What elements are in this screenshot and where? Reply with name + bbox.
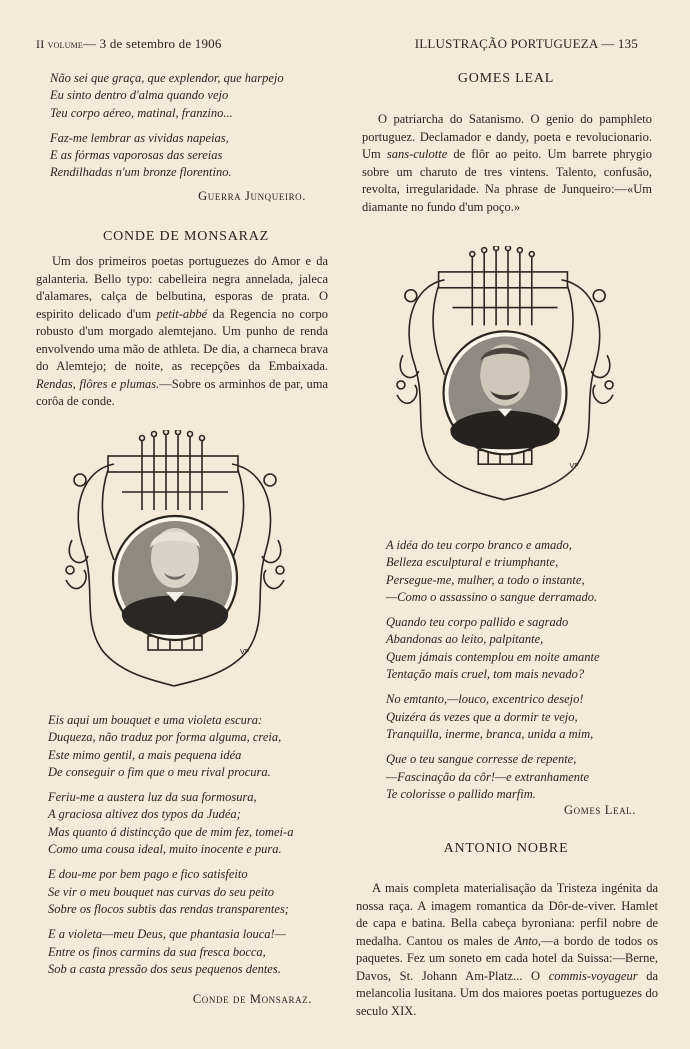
- bio-text: ,—a bordo de todos os paquetes. Fez um soneto em cada hotel da Suissa:—Berne, Davos, St. Johann Am-Platz... O: [356, 933, 658, 983]
- poem-line: Sob a casta pressão dos seus pequenos dentes.: [48, 961, 281, 976]
- gomes-leal-bio: [362, 111, 652, 216]
- poem-line: Quando teu corpo pallido e sagrado: [386, 615, 569, 630]
- bio-text-italic: Anto: [514, 933, 538, 948]
- lyre-ornament: [393, 246, 619, 502]
- junqueiro-signature: Guerra Junqueiro.: [198, 189, 306, 203]
- portrait-photo: [444, 331, 567, 454]
- svg-text:VP: VP: [240, 648, 250, 656]
- portrait-photo: [113, 516, 237, 640]
- poem-line: Persegue-me, mulher, a todo o instante,: [386, 572, 585, 587]
- poem-line: Mas quanto á distincção que de mim fez, tomei-a: [48, 824, 294, 839]
- poem-stanza: [48, 789, 338, 858]
- poem-line: Este mimo gentil, a mais pequena idéa: [48, 747, 242, 762]
- bio-text: Um dos primeiros poetas portuguezes do Amor e da galanteria. Bello typo: cabelleira negra annelada, jaleca d'alamares, calça de belbutina, esporas de prata. O espirito delicado d'um: [36, 254, 328, 321]
- bio-text-italic: Rendas, flôres e plumas.: [36, 376, 160, 391]
- monsaraz-portrait-frame: [62, 430, 290, 688]
- antonio-nobre-title: ANTONIO NOBRE: [443, 841, 569, 856]
- poem-line: Como uma cousa ideal, muito inocente e pura.: [48, 842, 282, 857]
- page-header-right: [415, 36, 638, 52]
- monsaraz-bio: [36, 253, 328, 411]
- poem-line: Belleza esculptural e triumphante,: [386, 555, 559, 570]
- poem-line: Eis aqui um bouquet e uma violeta escura:: [48, 713, 263, 727]
- bio-text: da Regencia no corpo robusto d'um morgado alemtejano. Um punho de renda envolvendo uma mão de athleta. De dia, a charneca brava do Alemtejo; de noite, as recepções da Embaixada.: [36, 306, 328, 373]
- poem-line: Abandonas ao leito, palpitante,: [386, 632, 544, 647]
- poem-line: No emtanto,—louco, excentrico desejo!: [386, 692, 584, 707]
- poem-line: E as fórmas vaporosas das sereias: [50, 148, 223, 163]
- poem-line: Teu corpo aéreo, matinal, franzino...: [50, 105, 233, 120]
- poem-line: Feriu-me a austera luz da sua formosura,: [48, 790, 257, 805]
- poem-line: Faz-me lembrar as vividas napeias,: [50, 130, 229, 145]
- poem-line: E a violeta—meu Deus, que phantasia louca!—: [48, 927, 286, 942]
- gomes-leal-portrait-frame: [393, 246, 619, 502]
- poem-line: Duqueza, não traduz por forma alguma, creia,: [48, 730, 282, 745]
- poem-stanza: [48, 866, 338, 918]
- poem-stanza: [50, 130, 320, 182]
- bio-text-italic: petit-abbé: [156, 306, 208, 321]
- poem-stanza: [48, 712, 338, 781]
- lyre-ornament: [62, 430, 290, 688]
- page-number: — 135: [601, 36, 638, 51]
- poem-line: Quem jámais contemplou em noite amante: [386, 649, 600, 664]
- poem-stanza: [386, 614, 656, 683]
- poem-line: —Como o assassino o sangue derramado.: [386, 589, 598, 604]
- poem-line: Te colorisse o pallido marfim.: [386, 786, 536, 801]
- bio-text: O patriarcha do Satanismo. O genio do pamphleto portuguez. Declamador e dandy, poeta e revolucionario. Um: [362, 112, 652, 161]
- bio-text: —Sobre os arminhos de par, uma corôa de conde.: [36, 376, 328, 408]
- bio-text-italic: sans-culotte: [386, 147, 448, 161]
- svg-text:VP: VP: [569, 462, 579, 471]
- poem-line: Rendilhadas n'um bronze florentino.: [50, 165, 232, 180]
- monsaraz-poem: [48, 712, 338, 986]
- volume-label: II volume: [36, 37, 84, 51]
- poem-line: Sobre os flocos subtis das rendas transparentes;: [48, 901, 289, 916]
- gomes-leal-signature: Gomes Leal.: [563, 803, 636, 817]
- gomes-leal-poem: [386, 537, 656, 811]
- monsaraz-title: CONDE DE MONSARAZ: [102, 229, 270, 244]
- poem-line: Se vir o meu bouquet nas curvas do seu peito: [48, 884, 275, 899]
- page-header-left: [36, 36, 222, 52]
- poem-line: De conseguir o fim que o meu rival procura.: [48, 764, 271, 779]
- bio-text: da melancolia lusitana. Um dos maiores poetas portuguezes do seculo XIX.: [356, 968, 658, 1018]
- poem-line: Entre os finos carmins da sua fresca bocca,: [48, 944, 266, 959]
- poem-line: Tranquilla, inerme, branca, unida a mim,: [386, 726, 594, 741]
- bio-text: A mais completa materialisação da Tristeza ingénita da nossa raça. A imagem romantica da Dôr-de-viver. Hamlet de capa e batina. Bella cabeça byroniana: perfil nobre de medalha. Cantou os males de: [356, 881, 658, 948]
- poem-stanza: [386, 751, 656, 803]
- antonio-nobre-bio: [356, 880, 658, 1020]
- poem-line: A graciosa altivez dos typos da Judéa;: [48, 807, 241, 822]
- poem-line: Que o teu sangue corresse de repente,: [386, 752, 577, 767]
- poem-line: E dou-me por bem pago e fico satisfeito: [48, 867, 248, 882]
- bio-text: de flôr ao peito. Um barrete phrygio sobre um charuto de tres vintens. Talento, confusão, revolta, irregularidade. Na phrase de Junqueiro:—«Um diamante no fundo d'um poço.»: [362, 147, 652, 214]
- poem-line: Não sei que graça, que explendor, que harpejo: [50, 71, 284, 85]
- junqueiro-poem: [50, 70, 320, 190]
- poem-stanza: [48, 926, 338, 978]
- poem-line: A idéa do teu corpo branco e amado,: [386, 538, 572, 552]
- monsaraz-signature: Conde de Monsaraz.: [192, 992, 312, 1006]
- bio-text-italic: commis-voyageur: [548, 968, 638, 983]
- poem-line: —Fascinação da côr!—e extranhamente: [386, 769, 590, 784]
- poem-stanza: [386, 537, 656, 606]
- magazine-title: ILLUSTRAÇÃO PORTUGUEZA: [414, 36, 598, 51]
- poem-line: Tentação mais cruel, tom mais nevado?: [386, 667, 585, 682]
- issue-date: — 3 de setembro de 1906: [83, 36, 222, 51]
- poem-line: Quizéra ás vezes que a dormir te vejo,: [386, 709, 578, 724]
- poem-line: Eu sinto dentro d'alma quando vejo: [50, 88, 229, 103]
- poem-stanza: [386, 691, 656, 743]
- poem-stanza: [50, 70, 320, 122]
- gomes-leal-title: GOMES LEAL: [457, 71, 555, 86]
